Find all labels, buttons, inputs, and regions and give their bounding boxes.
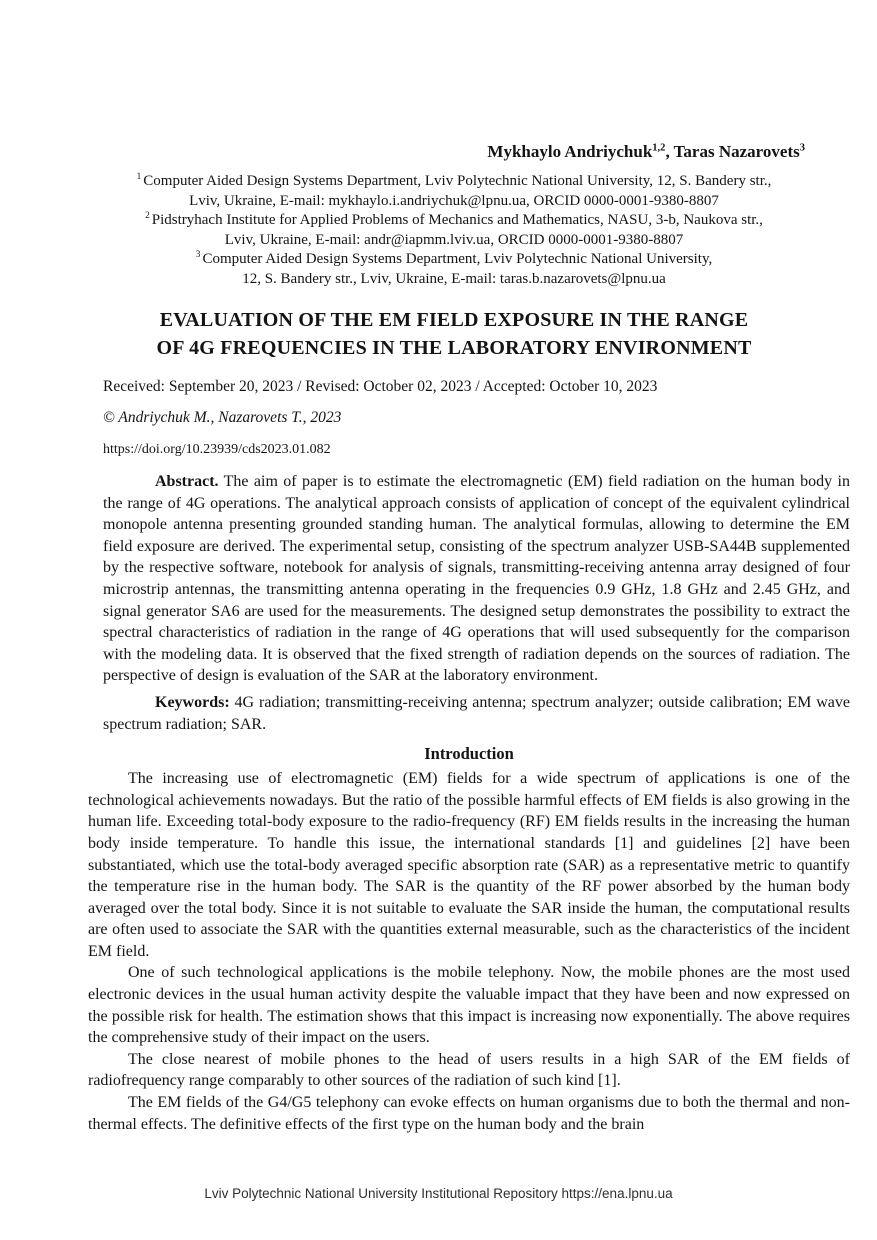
author-name: Mykhaylo Andriychuk xyxy=(487,142,653,161)
received-revised-accepted-line: Received: September 20, 2023 / Revised: October 02, 2023 / Accepted: October 10, 2023 xyxy=(103,378,658,395)
author-affiliation-marker: 3 xyxy=(799,142,805,154)
affiliation-marker: 1 xyxy=(136,172,142,182)
affiliations-block xyxy=(103,172,805,289)
intro-paragraph: The close nearest of mobile phones to the head of users results in a high SAR of the EM fields of radiofrequency range comparably to other sources of the radiation of such kind [1]. xyxy=(88,1050,850,1090)
header-block xyxy=(103,141,805,289)
affiliation-marker: 2 xyxy=(145,211,150,221)
copyright-line: © Andriychuk M., Nazarovets T., 2023 xyxy=(103,409,342,426)
paper-title xyxy=(103,306,805,362)
affiliation-line xyxy=(103,231,805,251)
page-content xyxy=(88,141,850,1135)
abstract-label: Abstract. xyxy=(155,473,219,490)
affiliation-line xyxy=(103,211,805,231)
section-heading-introduction: Introduction xyxy=(424,744,514,764)
intro-paragraph: One of such technological applications is the mobile telephony. Now, the mobile phones are the most used electronic devices in the usual human activity despite the valuable impact that they have been and now expressed on the possible risk for health. The estimation shows that this impact is increasing now exponentially. The above requires the comprehensive study of their impact on the users. xyxy=(88,964,850,1047)
authors-separator: , xyxy=(665,142,674,161)
intro-paragraph: The EM fields of the G4/G5 telephony can evoke effects on human organisms due to both the thermal and non-thermal effects. The definitive effects of the first type on the human body and the brain xyxy=(88,1094,850,1133)
affiliation-text: Pidstryhach Institute for Applied Problems of Mechanics and Mathematics, NASU, 3-b, Naukova str., xyxy=(151,212,763,228)
abstract-paragraph xyxy=(103,471,850,687)
keywords-text: 4G radiation; transmitting-receiving antenna; spectrum analyzer; outside calibration; EM wave spectrum radiation; SAR. xyxy=(103,693,850,733)
affiliation-text: Lviv, Ukraine, E-mail: andr@iapmm.lviv.ua, ORCID 0000-0001-9380-8807 xyxy=(224,231,684,248)
affiliation-text: Lviv, Ukraine, E-mail: mykhaylo.i.andriychuk@lpnu.ua, ORCID 0000-0001-9380-8807 xyxy=(189,192,719,209)
affiliation-line xyxy=(103,270,805,290)
keywords-paragraph xyxy=(103,692,850,735)
intro-paragraph: The increasing use of electromagnetic (EM) fields for a wide spectrum of applications is one of the technological achievements nowadays. But the ratio of the possible harmful effects of EM fields is also growing in the human life. Exceeding total-body exposure to the radio-frequency (RF) EM fields results in the increasing the human body inside temperature. To handle this issue, the international standards [1] and guidelines [2] have been substantiated, which use the total-body averaged specific absorption rate (SAR) as a representative metric to quantify the temperature rise in the human body. The SAR is the quantity of the RF power absorbed by the human body averaged over the total body. Since it is not suitable to evaluate the SAR inside the human, the computational results are often used to associate the SAR with the quantities external measurable, such as the characteristics of the incident EM field. xyxy=(88,770,850,960)
authors-line xyxy=(103,141,805,163)
affiliation-text: Computer Aided Design Systems Department, Lviv Polytechnic National University, xyxy=(202,251,713,267)
affiliation-line xyxy=(103,192,805,212)
affiliation-line xyxy=(103,172,805,192)
doi-text: https://doi.org/10.23939/cds2023.01.082 xyxy=(103,442,331,457)
affiliation-text: 12, S. Bandery str., Lviv, Ukraine, E-mail: taras.b.nazarovets@lpnu.ua xyxy=(242,270,666,287)
author-name: Taras Nazarovets xyxy=(673,142,800,161)
abstract-text: The aim of paper is to estimate the electromagnetic (EM) field radiation on the human body in the range of 4G operations. The analytical approach consists of application of concept of the equivalent cylindrical monopole antenna presenting grounded standing human. The analytical formulas, allowing to determine the EM field exposure are derived. The experimental setup, consisting of the spectrum analyzer USB-SA44B supplemented by the respective software, notebook for analysis of signals, transmitting-receiving antenna array designed of four microstrip antennas, the transmitting antenna operating in the frequencies 0.9 GHz, 1.8 GHz and 2.45 GHz, and signal generator SA6 are used for the measurements. The designed setup demonstrates the possibility to extract the spectral characteristics of radiation in the range of 4G operations that will used subsequently for the comparison with the modeling data. It is observed that the fixed strength of radiation depends on the sources of radiation. The perspective of design is evaluation of the SAR at the laboratory environment. xyxy=(103,473,850,685)
paper-title-line: EVALUATION OF THE EM FIELD EXPOSURE IN THE RANGE xyxy=(159,309,749,331)
repository-footer: Lviv Polytechnic National University Institutional Repository https://ena.lpnu.ua xyxy=(204,1186,673,1201)
keywords-label: Keywords: xyxy=(155,693,230,711)
affiliation-marker: 3 xyxy=(195,250,201,260)
affiliation-text: Computer Aided Design Systems Department, Lviv Polytechnic National University, 12, S. Bandery str., xyxy=(143,173,772,189)
paper-title-line: OF 4G FREQUENCIES IN THE LABORATORY ENVIRONMENT xyxy=(156,337,752,359)
author-affiliation-marker: 1,2 xyxy=(652,142,666,154)
affiliation-line xyxy=(103,250,805,270)
